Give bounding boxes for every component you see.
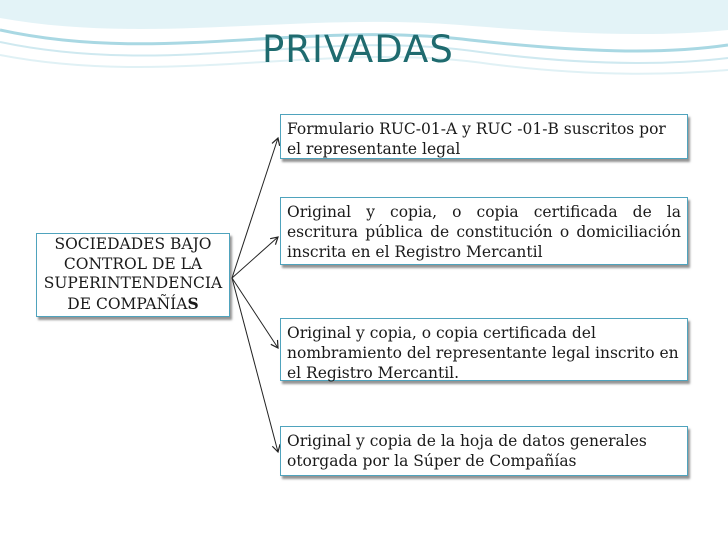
requirement-box-4: Original y copia de la hoja de datos generales otorgada por la Súper de Compañías <box>280 426 688 476</box>
source-box-sociedades <box>36 233 230 317</box>
source-line-2: CONTROL DE LA <box>63 254 203 273</box>
source-line-1: SOCIEDADES BAJO <box>54 235 212 253</box>
arrow-to-requirement-4 <box>232 278 278 452</box>
requirement-box-2: Original y copia, o copia certificada de la escritura pública de constitución o domiciliación inscrita en el Registro Mercantil <box>280 197 688 265</box>
source-line-4-last: S <box>187 293 199 313</box>
arrow-to-requirement-3 <box>232 278 278 348</box>
requirement-box-1: Formulario RUC-01-A y RUC -01-B suscritos por el representante legal <box>280 114 688 159</box>
source-line-4-main: DE COMPAÑÍA <box>67 294 188 313</box>
source-line-4 <box>37 294 229 315</box>
slide-title: PRIVADAS <box>262 28 454 71</box>
requirement-box-3: Original y copia, o copia certificada del nombramiento del representante legal inscrito en el Registro Mercantil. <box>280 318 688 381</box>
source-line-3: SUPERINTENDENCIA <box>43 274 223 292</box>
